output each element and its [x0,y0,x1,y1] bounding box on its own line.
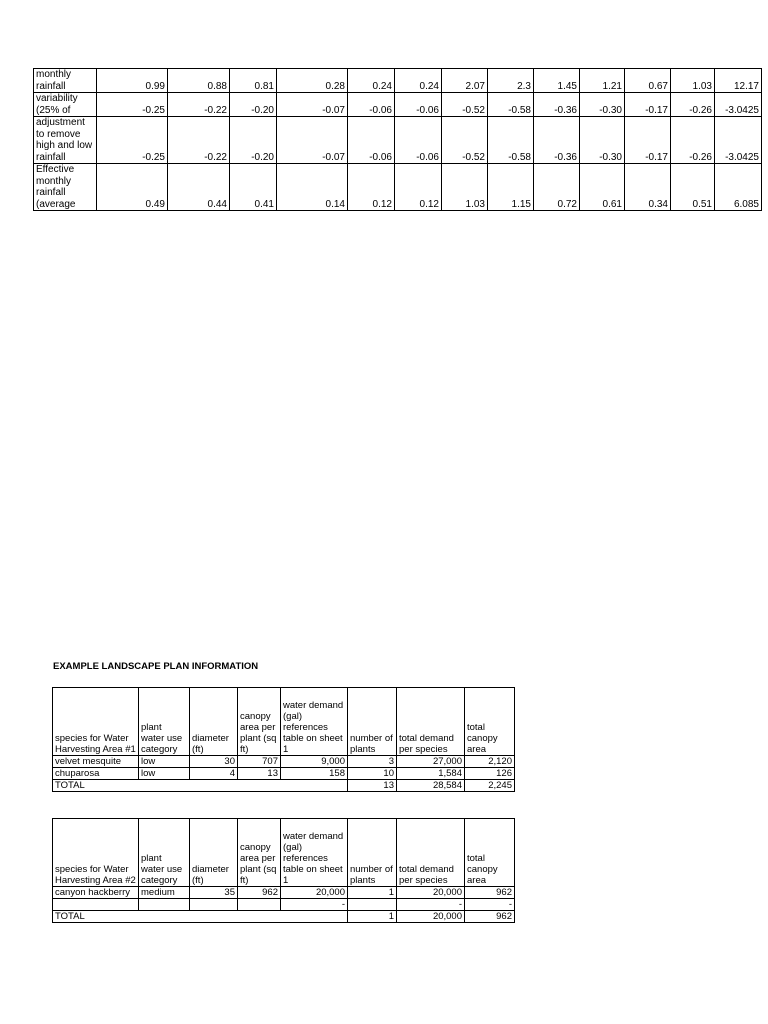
column-header: number of plants [348,688,397,756]
table-cell: 2,120 [465,756,515,768]
row-label: Effective monthly rainfall (average [34,164,97,211]
table-row [53,756,515,768]
table-cell: -0.06 [348,93,395,117]
table-cell: 4 [190,768,238,780]
table-cell: -0.52 [442,93,488,117]
total-demand: 28,584 [397,780,465,792]
table-cell: -0.30 [580,93,625,117]
table-cell: -0.17 [625,117,671,164]
total-row [53,911,515,923]
table-cell: -0.22 [168,117,230,164]
table-cell: -0.25 [97,117,168,164]
table-cell: chuparosa [53,768,139,780]
table-cell: 3 [348,756,397,768]
table-cell: 0.72 [534,164,580,211]
table-row [53,768,515,780]
rainfall-table [33,68,762,211]
column-header: plant water use category [139,688,190,756]
table-cell: 20,000 [397,887,465,899]
table-cell: -3.0425 [715,117,762,164]
table-cell: 0.67 [625,69,671,93]
table-cell: 2.07 [442,69,488,93]
table-cell: -0.26 [671,117,715,164]
column-header: plant water use category [139,819,190,887]
table-cell: 0.44 [168,164,230,211]
total-canopy: 2,245 [465,780,515,792]
table-cell: 35 [190,887,238,899]
table-cell: 0.88 [168,69,230,93]
rainfall-row [34,117,762,164]
table-cell: 707 [238,756,281,768]
table-cell: -0.52 [442,117,488,164]
table-cell: 962 [465,887,515,899]
column-header: diameter (ft) [190,688,238,756]
table-cell: 126 [465,768,515,780]
table-cell: - [465,899,515,911]
table-cell [190,899,238,911]
table-cell: 6.085 [715,164,762,211]
table-cell: 1,584 [397,768,465,780]
table-cell: -0.26 [671,93,715,117]
table-cell: 12.17 [715,69,762,93]
table-cell: 0.49 [97,164,168,211]
table-cell: 0.14 [277,164,348,211]
total-canopy: 962 [465,911,515,923]
table-cell: 20,000 [281,887,348,899]
table-cell: medium [139,887,190,899]
table-cell: 10 [348,768,397,780]
landscape-plan-table-2 [52,818,515,923]
row-label: monthly rainfall [34,69,97,93]
section-title: EXAMPLE LANDSCAPE PLAN INFORMATION [53,661,259,672]
table-cell: -3.0425 [715,93,762,117]
table-cell: 0.41 [230,164,277,211]
total-label: TOTAL [53,911,348,923]
total-plants: 13 [348,780,397,792]
table-cell: -0.22 [168,93,230,117]
table-cell: 1.03 [442,164,488,211]
table-cell: low [139,768,190,780]
table-cell: 0.28 [277,69,348,93]
header-row [53,819,515,887]
row-label: adjustment to remove high and low rainfall [34,117,97,164]
rainfall-row [34,164,762,211]
table-cell: 0.81 [230,69,277,93]
column-header: total canopy area [465,819,515,887]
column-header: species for Water Harvesting Area #2 [53,819,139,887]
table-cell: -0.36 [534,117,580,164]
total-demand: 20,000 [397,911,465,923]
table-cell [53,899,139,911]
table-cell: 0.24 [395,69,442,93]
table-cell: 1.15 [488,164,534,211]
header-row [53,688,515,756]
table-cell: low [139,756,190,768]
table-cell [238,899,281,911]
table-row [53,899,515,911]
table-cell: -0.07 [277,93,348,117]
table-row [53,887,515,899]
column-header: total demand per species [397,819,465,887]
landscape-plan-table-1 [52,687,515,792]
table-cell: -0.30 [580,117,625,164]
table-cell: 27,000 [397,756,465,768]
table-cell: - [281,899,348,911]
table-cell: 158 [281,768,348,780]
table-cell: - [397,899,465,911]
table-cell [348,899,397,911]
column-header: water demand (gal) references table on sheet 1 [281,688,348,756]
table-cell: 0.34 [625,164,671,211]
table-cell: -0.06 [348,117,395,164]
table-cell: 9,000 [281,756,348,768]
table-cell: -0.20 [230,117,277,164]
table-cell: -0.25 [97,93,168,117]
rainfall-row [34,93,762,117]
total-label: TOTAL [53,780,348,792]
table-cell: 0.99 [97,69,168,93]
table-cell: 1.45 [534,69,580,93]
rainfall-row [34,69,762,93]
table-cell: -0.20 [230,93,277,117]
total-row [53,780,515,792]
table-cell: -0.06 [395,117,442,164]
table-cell: 0.12 [348,164,395,211]
table-cell: 2.3 [488,69,534,93]
table-cell: 0.51 [671,164,715,211]
column-header: number of plants [348,819,397,887]
column-header: total demand per species [397,688,465,756]
column-header: canopy area per plant (sq ft) [238,688,281,756]
table-cell: 962 [238,887,281,899]
table-cell: 0.12 [395,164,442,211]
table-cell: 1.21 [580,69,625,93]
table-cell: 0.61 [580,164,625,211]
column-header: species for Water Harvesting Area #1 [53,688,139,756]
table-cell: -0.17 [625,93,671,117]
table-cell: 0.24 [348,69,395,93]
table-cell: canyon hackberry [53,887,139,899]
table-cell: 1.03 [671,69,715,93]
table-cell: velvet mesquite [53,756,139,768]
column-header: water demand (gal) references table on sheet 1 [281,819,348,887]
table-cell: -0.36 [534,93,580,117]
column-header: diameter (ft) [190,819,238,887]
column-header: canopy area per plant (sq ft) [238,819,281,887]
total-plants: 1 [348,911,397,923]
table-cell: 13 [238,768,281,780]
table-cell: 1 [348,887,397,899]
column-header: total canopy area [465,688,515,756]
table-cell: 30 [190,756,238,768]
table-cell: -0.07 [277,117,348,164]
table-cell: -0.58 [488,117,534,164]
row-label: variability (25% of [34,93,97,117]
table-cell: -0.06 [395,93,442,117]
table-cell [139,899,190,911]
table-cell: -0.58 [488,93,534,117]
